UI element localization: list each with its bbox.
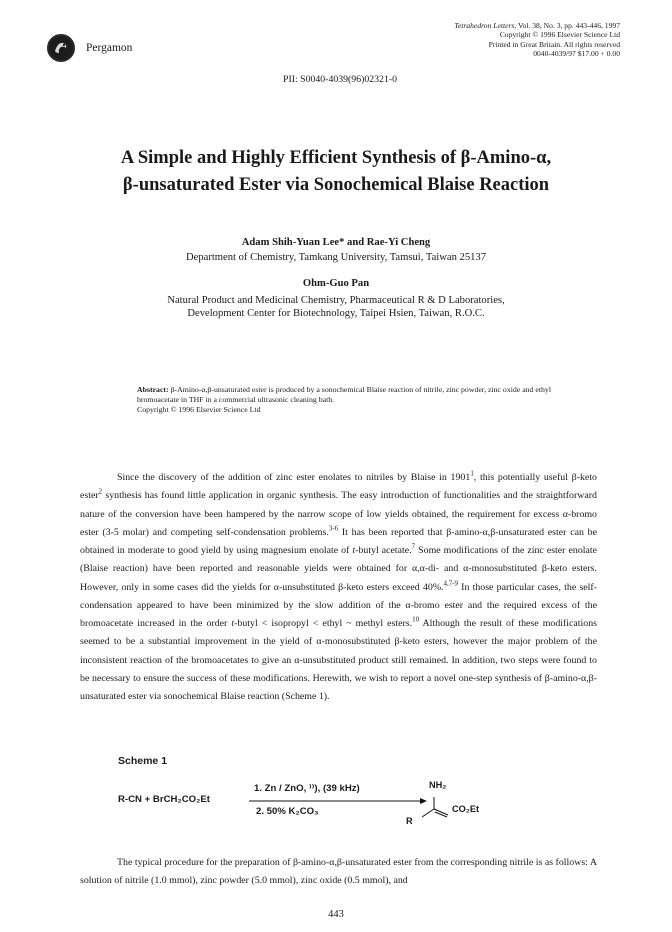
author-2: Ohm-Guo Pan xyxy=(302,278,370,289)
body-paragraph-2 xyxy=(80,854,597,891)
abstract-text: β-Amino-α,β-unsaturated ester is produced by a sonochemical Blaise reaction of nitrile, zinc powder, zinc oxide and ethyl bromoacetate in THF in a commercial ultrasonic cleaning bath. xyxy=(137,385,551,405)
title-line-1: A Simple and Highly Efficient Synthesis of β-Amino-α, xyxy=(120,148,552,168)
italic-t: t xyxy=(352,545,356,556)
paragraph-text: In those particular cases, the self-condensation appeared to have been minimized by the slow addition of the α-bromo ester and the required excess of the bromoacetate increased in the order xyxy=(80,581,597,629)
reaction-arrow xyxy=(249,797,427,805)
paragraph-text: Some modifications of the zinc ester enolate (Blaise reaction) have been reported and reasonable yields were obtained for α,α-di- and α-monosubstituted β-keto esters. However, only in some cases did the yields for α-unsubstituted β-keto esters exceed 40%. xyxy=(80,545,598,593)
product-ester: CO₂Et xyxy=(452,804,480,814)
journal-name: Tetrahedron Letters xyxy=(454,21,515,30)
paragraph-text: It has been reported that β-amino-α,β-unsaturated ester can be obtained in moderate to good yield by using magnesium enolate of xyxy=(80,526,597,556)
italic-t: t xyxy=(231,618,235,629)
authors: Adam Shih-Yuan Lee* and Rae-Yi Cheng xyxy=(241,237,431,248)
page-number: 443 xyxy=(328,909,344,920)
abstract-label: Abstract: xyxy=(137,385,169,394)
printed-line: Printed in Great Britain. All rights reserved xyxy=(488,39,620,49)
paragraph-text: -butyl < isopropyl < ethyl ~ methyl esters. xyxy=(234,618,413,629)
publication-info xyxy=(340,21,620,59)
scheme-label: Scheme 1 xyxy=(118,755,168,767)
product-amine: NH₂ xyxy=(429,780,447,790)
paragraph-text: Since the discovery of the addition of zinc ester enolates to nitriles by Blaise in 1901 xyxy=(117,472,471,483)
reference-marker: 7 xyxy=(411,543,416,551)
reference-marker: 2 xyxy=(98,488,103,496)
reference-marker: 4,7-9 xyxy=(443,580,458,588)
reference-marker: 1 xyxy=(470,470,474,478)
reaction-scheme xyxy=(118,780,548,843)
affiliation-2-line-2: Development Center for Biotechnology, Taipei Hsien, Taiwan, R.O.C. xyxy=(187,308,485,319)
title-line-2: β-unsaturated Ester via Sonochemical Blaise Reaction xyxy=(122,175,550,195)
abstract xyxy=(137,385,557,416)
paragraph-text: The typical procedure for the preparation of β-amino-α,β-unsaturated ester from the corresponding nitrile is as follows: A solution of nitrile (1.0 mmol), zinc powder (5.0 mmol), zinc oxide (0.5 mmol), and xyxy=(80,857,597,887)
scheme-reactants: R-CN + BrCH₂CO₂Et xyxy=(118,794,210,805)
copyright-line: Copyright © 1996 Elsevier Science Ltd xyxy=(499,30,620,40)
affiliation-2-line-1: Natural Product and Medicinal Chemistry, Pharmaceutical R & D Laboratories, xyxy=(167,295,505,306)
price-line: 0040-4039/97 $17.00 + 0.00 xyxy=(533,49,620,59)
citation: , Vol. 38, No. 3, pp. 443-446, 1997 xyxy=(514,21,620,30)
scheme-condition-1: 1. Zn / ZnO, ⁾⁾), (39 kHz) xyxy=(254,783,360,794)
pii: PII: S0040-4039(96)02321-0 xyxy=(283,74,398,85)
reference-marker: 10 xyxy=(412,616,420,624)
pergamon-logo xyxy=(47,34,75,62)
reference-marker: 3-6 xyxy=(328,525,339,533)
product-r-group: R xyxy=(406,816,413,826)
product-structure xyxy=(414,791,454,821)
paragraph-text: synthesis has found little application in organic synthesis. The easy introduction of functionalities and the straightforward nature of the conversion have been hampered by the narrow scope of low yields obtained, the requirement for excess α-bromo ester (3-5 molar) and competing self-condensation problems. xyxy=(80,490,597,538)
paragraph-text: Although the result of these modifications seemed to be a substantial improvement in the yield of α-monosubstituted β-keto esters, however the major problem of the inconsistent reaction of the bromoacetates to give an α-unsubstituted product still remained. In addition, two steps were found to be necessary to ensure the success of these modifications. Herewith, we wish to report a novel one-step synthesis of β-amino-α,β-unsaturated ester via sonochemical Blaise reaction (Scheme 1). xyxy=(80,618,598,702)
department: Department of Chemistry, Tamkang University, Tamsui, Taiwan 25137 xyxy=(185,252,487,263)
paragraph-text: -butyl acetate. xyxy=(355,545,412,556)
paper-title xyxy=(40,145,632,199)
affiliation-2 xyxy=(40,294,632,320)
body-paragraph-1 xyxy=(80,469,597,706)
publisher-name: Pergamon xyxy=(86,42,133,54)
scheme-condition-2: 2. 50% K₂CO₃ xyxy=(256,806,319,817)
paragraph-text: , this potentially useful β-keto ester xyxy=(80,472,597,502)
abstract-copyright: Copyright © 1996 Elsevier Science Ltd xyxy=(137,405,261,415)
